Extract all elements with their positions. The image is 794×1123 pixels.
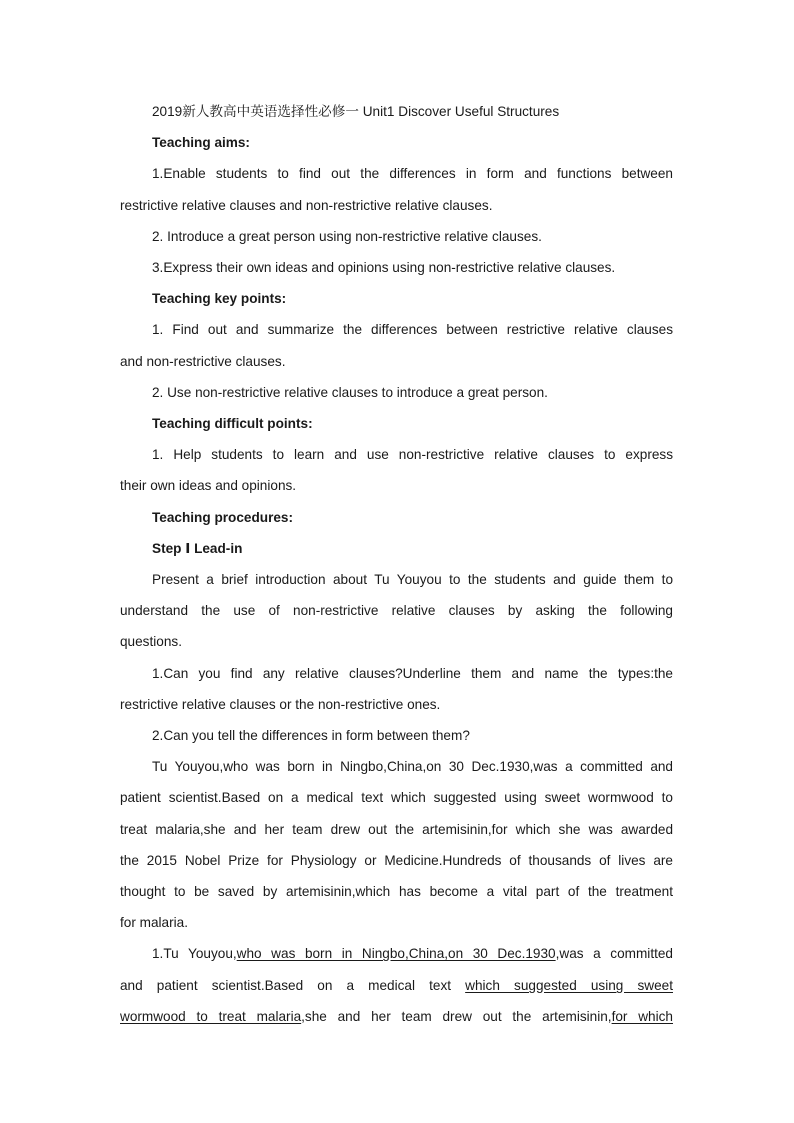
passage-line-3: treat malaria,she and her team drew out the artemisinin,for which she was awarded: [120, 822, 673, 837]
intro-line-3: questions.: [120, 634, 182, 649]
answer-line-1: [152, 945, 673, 963]
aims-item-1-line-1: 1.Enable students to find out the differences in form and functions between: [152, 166, 673, 181]
passage-line-6: for malaria.: [120, 915, 188, 930]
answer-line-1-end: ,was a committed: [555, 946, 673, 961]
passage-line-2: patient scientist.Based on a medical text which suggested using sweet wormwood to: [120, 790, 673, 805]
passage-line-5: thought to be saved by artemisinin,which has become a vital part of the treatment: [120, 884, 673, 899]
intro-line-1: Present a brief introduction about Tu Youyou to the students and guide them to: [152, 572, 673, 587]
passage-line-4: the 2015 Nobel Prize for Physiology or Medicine.Hundreds of thousands of lives are: [120, 853, 673, 868]
underlined-clause-3-start: for which: [611, 1009, 673, 1024]
key-points-item-1-line-2: and non-restrictive clauses.: [120, 354, 286, 369]
answer-line-2-start: and patient scientist.Based on a medical text: [120, 978, 466, 993]
key-points-heading: Teaching key points:: [152, 291, 287, 306]
step-1-heading: Step Ⅰ Lead-in: [152, 541, 243, 556]
question-1-line-2: restrictive relative clauses or the non-restrictive ones.: [120, 697, 441, 712]
aims-item-3: 3.Express their own ideas and opinions using non-restrictive relative clauses.: [152, 260, 616, 275]
difficult-points-heading: Teaching difficult points:: [152, 416, 313, 431]
difficult-points-item-1-line-1: 1. Help students to learn and use non-restrictive relative clauses to express: [152, 447, 673, 462]
underlined-clause-1: who was born in Ningbo,China,on 30 Dec.1930: [236, 946, 556, 961]
procedures-heading: Teaching procedures:: [152, 510, 294, 525]
answer-line-3: [120, 1008, 673, 1026]
aims-item-2: 2. Introduce a great person using non-restrictive relative clauses.: [152, 229, 542, 244]
underlined-clause-2-part-1: which suggested using sweet: [465, 978, 673, 993]
question-1-line-1: 1.Can you find any relative clauses?Underline them and name the types:the: [152, 666, 673, 681]
document-title: 2019新人教高中英语选择性必修一 Unit1 Discover Useful Structures: [152, 104, 560, 119]
underlined-clause-2-part-2: wormwood to treat malaria: [120, 1009, 302, 1024]
answer-line-2: [120, 977, 673, 995]
aims-heading: Teaching aims:: [152, 135, 250, 150]
difficult-points-item-1-line-2: their own ideas and opinions.: [120, 478, 297, 493]
key-points-item-2: 2. Use non-restrictive relative clauses to introduce a great person.: [152, 385, 548, 400]
answer-line-3-middle: ,she and her team drew out the artemisinin,: [301, 1009, 612, 1024]
passage-line-1: Tu Youyou,who was born in Ningbo,China,on 30 Dec.1930,was a committed and: [152, 759, 673, 774]
answer-line-1-start: 1.Tu Youyou,: [152, 946, 237, 961]
key-points-item-1-line-1: 1. Find out and summarize the differences between restrictive relative clauses: [152, 322, 673, 337]
question-2: 2.Can you tell the differences in form between them?: [152, 728, 470, 743]
intro-line-2: understand the use of non-restrictive relative clauses by asking the following: [120, 603, 673, 618]
aims-item-1-line-2: restrictive relative clauses and non-restrictive relative clauses.: [120, 198, 493, 213]
